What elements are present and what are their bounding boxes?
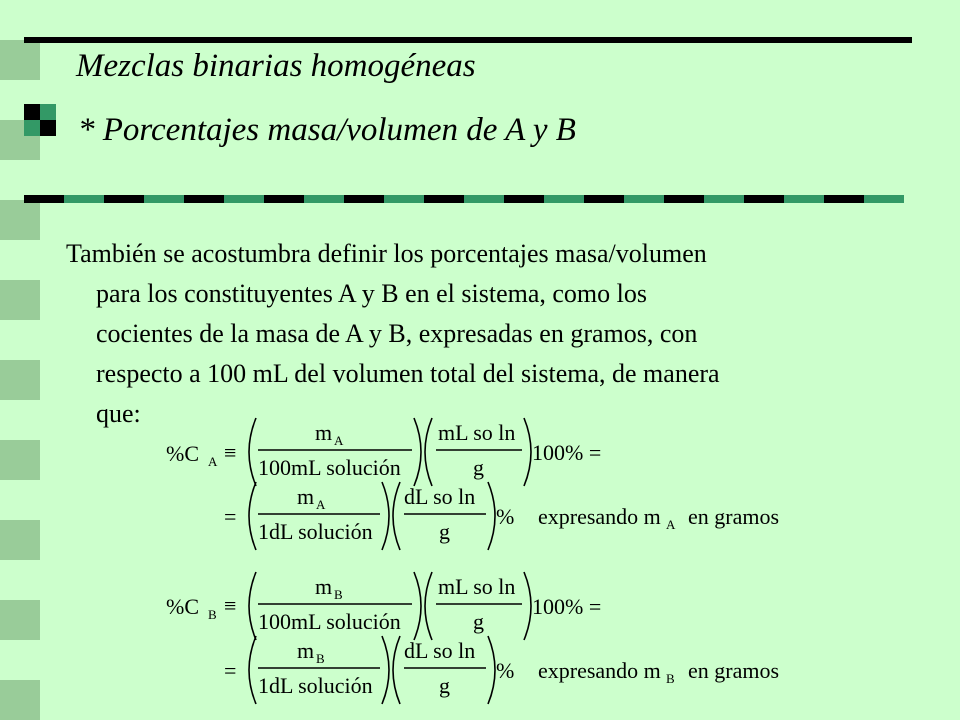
dash-segment (184, 195, 224, 203)
paren-right (524, 418, 531, 486)
paren-left (393, 482, 400, 550)
fraction-numerator: mL so ln (438, 574, 516, 599)
eq-note-sub: B (666, 671, 675, 686)
strip-square (0, 680, 40, 720)
fraction-numerator-sub: B (334, 587, 343, 602)
dash-segment (264, 195, 304, 203)
checker-square-green (40, 104, 56, 120)
strip-square (0, 40, 40, 80)
fraction-numerator-sub: B (316, 651, 325, 666)
top-rule (24, 37, 912, 43)
paragraph-line: para los constituyentes A y B en el sistema, como los (96, 279, 647, 308)
slide-subtitle: * Porcentajes masa/volumen de A y B (78, 112, 576, 148)
dash-segment (624, 195, 664, 203)
dash-segment (304, 195, 344, 203)
fraction-numerator: m (297, 638, 315, 663)
eq-equals: = (224, 504, 237, 529)
dash-segment (824, 195, 864, 203)
equation-b-definition (166, 572, 601, 640)
equations-svg (160, 410, 820, 720)
fraction-numerator: mL so ln (438, 420, 516, 445)
slide-title: Mezclas binarias homogéneas (76, 48, 476, 84)
fraction-denominator: g (473, 455, 484, 480)
paragraph-line: respecto a 100 mL del volumen total del sistema, de manera (96, 359, 720, 388)
dash-segment (104, 195, 144, 203)
checker-square-dark (40, 120, 56, 136)
fraction-numerator: dL so ln (404, 638, 476, 663)
eq-equiv: ≡ (224, 593, 237, 618)
eq-equals: = (224, 658, 237, 683)
strip-square (0, 520, 40, 560)
eq-percent: % (496, 658, 515, 683)
fraction-denominator: 100mL solución (258, 609, 401, 634)
fraction-denominator: 1dL solución (258, 519, 373, 544)
equations-block (160, 410, 820, 720)
eq-note: expresando m (538, 504, 661, 529)
paren-right (488, 636, 495, 704)
dash-segment (664, 195, 704, 203)
paren-right (414, 572, 421, 640)
eq-equiv: ≡ (224, 440, 237, 465)
fraction-numerator: m (297, 484, 315, 509)
paren-left (425, 572, 432, 640)
dash-segment (744, 195, 784, 203)
eq-note-end: en gramos (688, 658, 780, 683)
fraction-numerator: m (315, 420, 333, 445)
equation-b-dl-form (224, 636, 779, 704)
dash-segment (64, 195, 104, 203)
strip-square (0, 600, 40, 640)
paren-left (425, 418, 432, 486)
fraction-denominator: g (439, 519, 450, 544)
equation-a-definition (166, 418, 601, 486)
dash-segment (864, 195, 904, 203)
dash-segment (704, 195, 744, 203)
fraction-denominator: 100mL solución (258, 455, 401, 480)
eq-tail: 100% = (532, 594, 602, 619)
dashed-divider (24, 195, 904, 203)
equation-a-dl-form (224, 482, 779, 550)
strip-square (0, 280, 40, 320)
strip-square (0, 440, 40, 480)
fraction-numerator-sub: A (334, 433, 344, 448)
eq-lhs-sub: A (208, 454, 218, 469)
dash-segment (24, 195, 64, 203)
fraction-denominator: g (473, 609, 484, 634)
eq-lhs-sub: B (208, 607, 217, 622)
paren-left (393, 636, 400, 704)
eq-percent: % (496, 504, 515, 529)
paragraph-line: cocientes de la masa de A y B, expresadas en gramos, con (96, 319, 698, 348)
dash-segment (784, 195, 824, 203)
checker-square-green (24, 120, 40, 136)
eq-note-sub: A (666, 517, 676, 532)
dash-segment (384, 195, 424, 203)
checker-square-dark (24, 104, 40, 120)
dash-segment (144, 195, 184, 203)
fraction-numerator: m (315, 574, 333, 599)
paren-right (488, 482, 495, 550)
body-paragraph (66, 234, 866, 434)
paren-left (249, 572, 256, 640)
fraction-denominator: g (439, 673, 450, 698)
paren-left (249, 418, 256, 486)
paragraph-line: que: (96, 399, 141, 428)
paragraph-line: También se acostumbra definir los porcentajes masa/volumen (66, 239, 707, 268)
eq-note-end: en gramos (688, 504, 780, 529)
eq-tail: 100% = (532, 440, 602, 465)
eq-lhs: %C (166, 594, 199, 619)
dash-segment (584, 195, 624, 203)
paren-left (249, 636, 256, 704)
dash-segment (544, 195, 584, 203)
strip-square (0, 200, 40, 240)
dash-segment (464, 195, 504, 203)
dash-segment (344, 195, 384, 203)
fraction-denominator: 1dL solución (258, 673, 373, 698)
fraction-numerator-sub: A (316, 497, 326, 512)
paren-left (249, 482, 256, 550)
dash-segment (224, 195, 264, 203)
fraction-numerator: dL so ln (404, 484, 476, 509)
dash-segment (424, 195, 464, 203)
strip-square (0, 360, 40, 400)
paren-right (524, 572, 531, 640)
paren-right (382, 482, 389, 550)
paren-right (414, 418, 421, 486)
eq-note: expresando m (538, 658, 661, 683)
dash-segment (504, 195, 544, 203)
eq-lhs: %C (166, 441, 199, 466)
paren-right (382, 636, 389, 704)
